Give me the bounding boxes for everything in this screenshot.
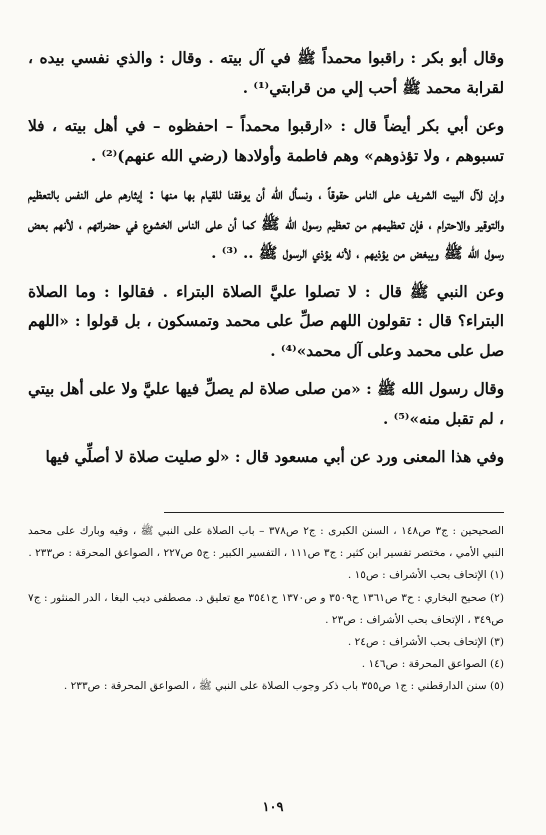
footnote: (٤) الصواعق المحرقة : ص١٤٦ . <box>361 658 504 671</box>
main-text <box>28 44 504 482</box>
footnotes <box>28 520 504 698</box>
footnote: (١) الإتحاف بحب الأشراف : ص١٥ . <box>347 569 504 582</box>
body-paragraph: وقال أبو بكر : راقبوا محمداً ﷺ في آل بيته . وقال : والذي نفسي بيده ، لقرابة محمد ﷺ أحب إلي من قرابتي⁽¹⁾ . <box>28 49 504 97</box>
page-number: ١٠٩ <box>262 800 284 815</box>
footnote: (٥) سنن الدارقطني : ج١ ص٣٥٥ باب ذكر وجوب الصلاة على النبي ﷺ ، الصواعق المحرقة : ص٢٣٣ . <box>63 680 504 693</box>
footnote: (٣) الإتحاف بحب الأشراف : ص٢٤ . <box>347 636 504 649</box>
body-paragraph: وعن أبي بكر أيضاً قال : «ارقبوا محمداً – احفظوه – في أهل بيته ، فلا تسبوهم ، ولا تؤذوهم» وهم فاطمة وأولادها (رضي الله عنهم)⁽²⁾ . <box>28 117 504 165</box>
body-paragraph: وعن النبي ﷺ قال : لا تصلوا عليَّ الصلاة البتراء . فقالوا : وما الصلاة البتراء؟ قال : تقولون اللهم صلِّ على محمد وتمسكون ، بل قولوا : «اللهم صل على محمد وعلى آل محمد»⁽⁴⁾ . <box>28 282 504 360</box>
footnote: الصحيحين : ج٣ ص١٤٨ ، السنن الكبرى : ج٢ ص٣٧٨ – باب الصلاة على النبي ﷺ ، وفيه وبارك على محمد النبي الأمي ، مختصر تفسير ابن كثير : ج٣ ص١١١ ، التفسير الكبير : ج٥ ص٢٢٧ ، الصواعق المحرقة : ص٢٣٣ . <box>28 525 504 560</box>
body-paragraph: وفي هذا المعنى ورد عن أبي مسعود قال : «لو صليت صلاة لا أصلِّي فيها <box>45 448 504 466</box>
body-paragraph: وإن لآل البيت الشريف على الناس حقوقاً ، ونسأل الله أن يوفقنا للقيام بها منها : إيثارهم على النفس بالتعظيم والتوقير والاحترام ، فإن تعظيمهم من تعظيم رسول الله ﷺ كما أن على الناس الخشوع في حضراتهم ، لأنهم بعض رسول الله ﷺ ويبغض من يؤذيهم ، لأنه يؤذي الرسول ﷺ .. ⁽³⁾ . <box>28 185 504 262</box>
footnote-separator <box>164 512 504 513</box>
body-paragraph: وقال رسول الله ﷺ : «من صلى صلاة لم يصلِّ فيها عليَّ ولا على أهل بيتي ، لم تقبل منه»⁽⁵⁾ . <box>28 380 504 428</box>
footnote: (٢) صحيح البخاري : ح٣ ص١٣٦١ ح٣٥٠٩ و ص١٣٧٠ ح٣٥٤١ مع تعليق د. مصطفى ديب البغا ، الدر المنثور : ج٧ ص٣٤٩ ، الإتحاف بحب الأشراف : ص٢٣ . <box>28 591 504 626</box>
